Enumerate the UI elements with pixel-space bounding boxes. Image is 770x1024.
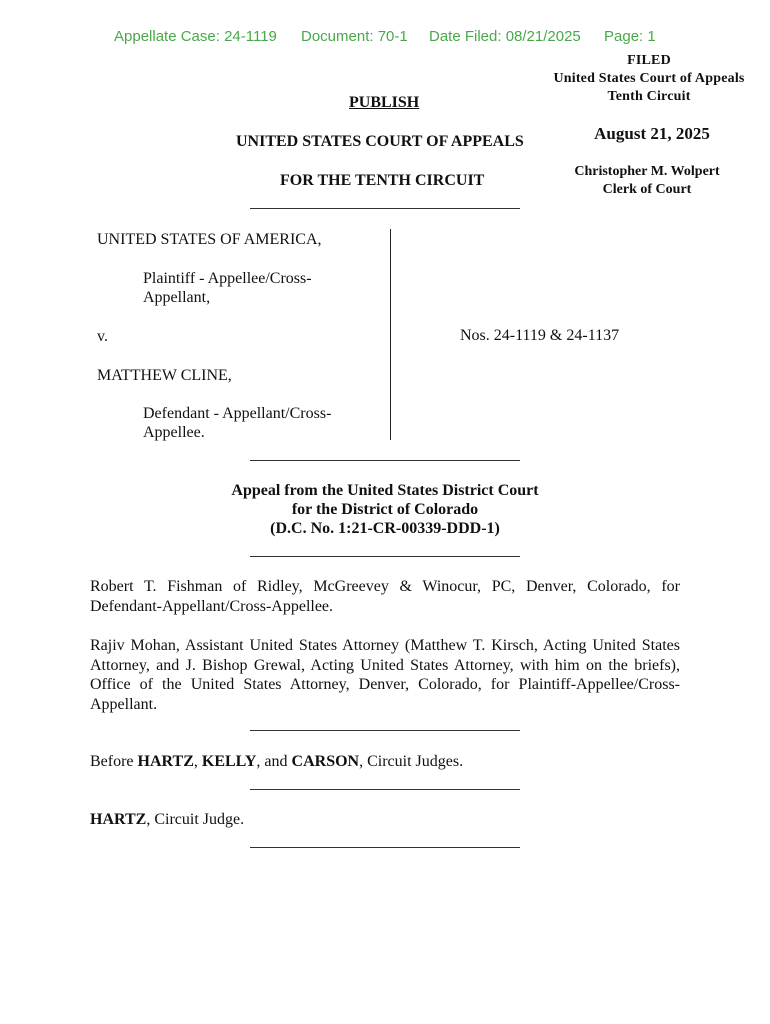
divider [250,730,520,731]
appeal-line1: Appeal from the United States District Court [231,482,539,499]
filed-court-line1: United States Court of Appeals [553,71,745,86]
divider [250,556,520,557]
divider [250,789,520,790]
filed-label: FILED [627,53,671,68]
divider [250,460,520,461]
filed-court-line2: Tenth Circuit [607,89,691,104]
judge-carson: CARSON [291,753,360,770]
divider [250,847,520,848]
divider [250,208,520,209]
filed-block [534,52,764,106]
plaintiff-role-line2: Appellant, [143,289,211,306]
caption-divider-line [390,229,391,440]
judge-kelly: KELLY [201,753,257,770]
party-defendant: MATTHEW CLINE, [97,367,232,384]
circuit-heading: FOR THE TENTH CIRCUIT [280,172,485,189]
author-suffix: , Circuit Judge. [146,811,245,828]
panel-suffix: , Circuit Judges. [359,753,464,770]
panel-line [90,752,680,772]
stamp-date-filed: Date Filed: 08/21/2025 [429,28,581,45]
counsel-plaintiff: Rajiv Mohan, Assistant United States Attorney (Matthew T. Kirsch, Acting United States Attorney, and J. Bishop Grewal, Acting United States Attorney, with him on the briefs), Office of the United States Attorney, Denver, Colorado, for Plaintiff-Appellee/Cross-Appellant. [90,637,680,713]
appeal-line2: for the District of Colorado [291,501,479,518]
clerk-title: Clerk of Court [602,182,692,197]
versus: v. [97,328,108,345]
author-name: HARTZ [90,811,147,828]
court-heading: UNITED STATES COURT OF APPEALS [236,133,524,150]
stamp-document: Document: 70-1 [301,28,408,45]
author-line [90,810,680,830]
appeal-line3: (D.C. No. 1:21-CR-00339-DDD-1) [270,520,500,537]
counsel-defendant: Robert T. Fishman of Ridley, McGreevey & Winocur, PC, Denver, Colorado, for Defendant-Appellant/Cross-Appellee. [90,578,680,615]
panel-before: Before [90,753,138,770]
clerk-block [552,163,742,199]
party-plaintiff: UNITED STATES OF AMERICA, [97,231,322,248]
filed-date: August 21, 2025 [594,124,710,143]
clerk-name: Christopher M. Wolpert [574,164,720,179]
panel-sep2: , and [256,753,292,770]
case-numbers: Nos. 24-1119 & 24-1137 [460,327,620,344]
stamp-case: Appellate Case: 24-1119 [114,28,277,45]
plaintiff-role-line1: Plaintiff - Appellee/Cross- [143,270,312,287]
judge-hartz: HARTZ [137,753,194,770]
defendant-role-line2: Appellee. [143,424,205,441]
stamp-page: Page: 1 [604,28,656,45]
publish-heading: PUBLISH [349,94,420,111]
defendant-role-line1: Defendant - Appellant/Cross- [143,405,332,422]
panel-sep1: , [193,753,202,770]
